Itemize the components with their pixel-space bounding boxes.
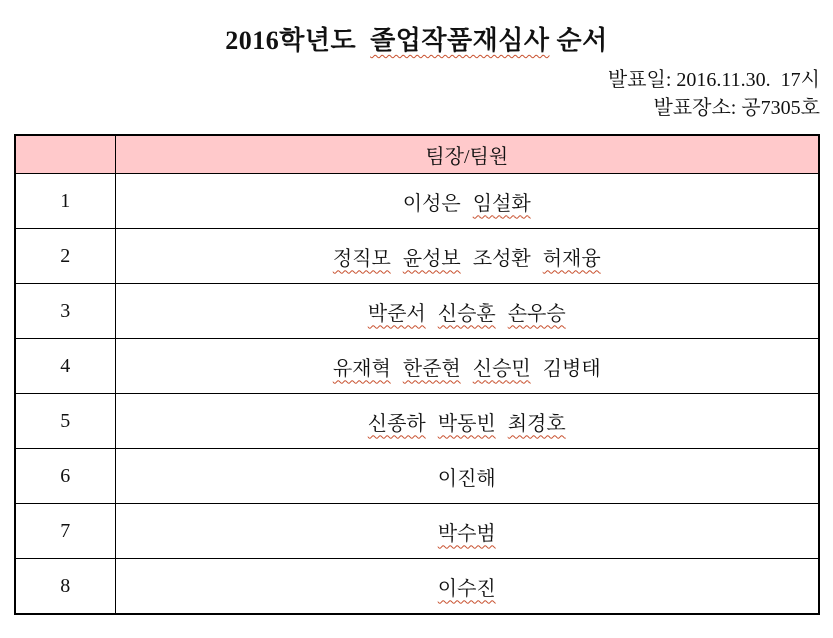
row-number: 8 — [15, 559, 115, 615]
row-number: 1 — [15, 174, 115, 229]
schedule-table — [14, 134, 820, 615]
team-members — [115, 174, 819, 229]
member-name: 정직모 — [332, 247, 391, 270]
row-number: 4 — [15, 339, 115, 394]
table-row — [15, 284, 819, 339]
member-name: 조성환 — [472, 247, 531, 270]
team-members — [115, 449, 819, 504]
member-name: 손우승 — [507, 302, 566, 325]
row-number: 5 — [15, 394, 115, 449]
member-name: 최경호 — [507, 412, 566, 435]
table-body — [15, 174, 819, 615]
announcement-info — [0, 66, 833, 122]
team-members — [115, 394, 819, 449]
table-row — [15, 339, 819, 394]
title-part: 2016학년도 — [225, 26, 371, 55]
member-name: 신승민 — [472, 357, 531, 380]
member-name: 허재융 — [542, 247, 601, 270]
member-name: 신종하 — [367, 412, 426, 435]
member-name: 이성은 — [402, 192, 461, 215]
table-row — [15, 504, 819, 559]
announce-place: 발표장소: 공7305호 — [653, 97, 820, 119]
table-row — [15, 229, 819, 284]
title-part-misspelled: 졸업작품재심사 — [370, 26, 550, 55]
member-name: 유재혁 — [332, 357, 391, 380]
header-cell-members: 팀장/팀원 — [115, 135, 819, 174]
table-row — [15, 559, 819, 615]
row-number: 2 — [15, 229, 115, 284]
table-header-row — [15, 135, 819, 174]
member-name: 이수진 — [437, 577, 496, 600]
team-members — [115, 229, 819, 284]
table-row — [15, 449, 819, 504]
team-members — [115, 339, 819, 394]
row-number: 6 — [15, 449, 115, 504]
table-row — [15, 394, 819, 449]
member-name: 박동빈 — [437, 412, 496, 435]
member-name: 윤성보 — [402, 247, 461, 270]
title-part: 순서 — [549, 26, 608, 55]
row-number: 7 — [15, 504, 115, 559]
member-name: 박수범 — [437, 522, 496, 545]
row-number: 3 — [15, 284, 115, 339]
member-name: 박준서 — [367, 302, 426, 325]
table-row — [15, 174, 819, 229]
member-name: 한준현 — [402, 357, 461, 380]
page-title — [0, 0, 833, 57]
team-members — [115, 559, 819, 615]
member-name: 신승훈 — [437, 302, 496, 325]
member-name: 이진해 — [437, 467, 496, 490]
announce-date: 발표일: 2016.11.30. 17시 — [607, 69, 820, 91]
member-name: 김병태 — [542, 357, 601, 380]
team-members — [115, 504, 819, 559]
team-members — [115, 284, 819, 339]
header-cell-number — [15, 135, 115, 174]
member-name: 임설화 — [472, 192, 531, 215]
